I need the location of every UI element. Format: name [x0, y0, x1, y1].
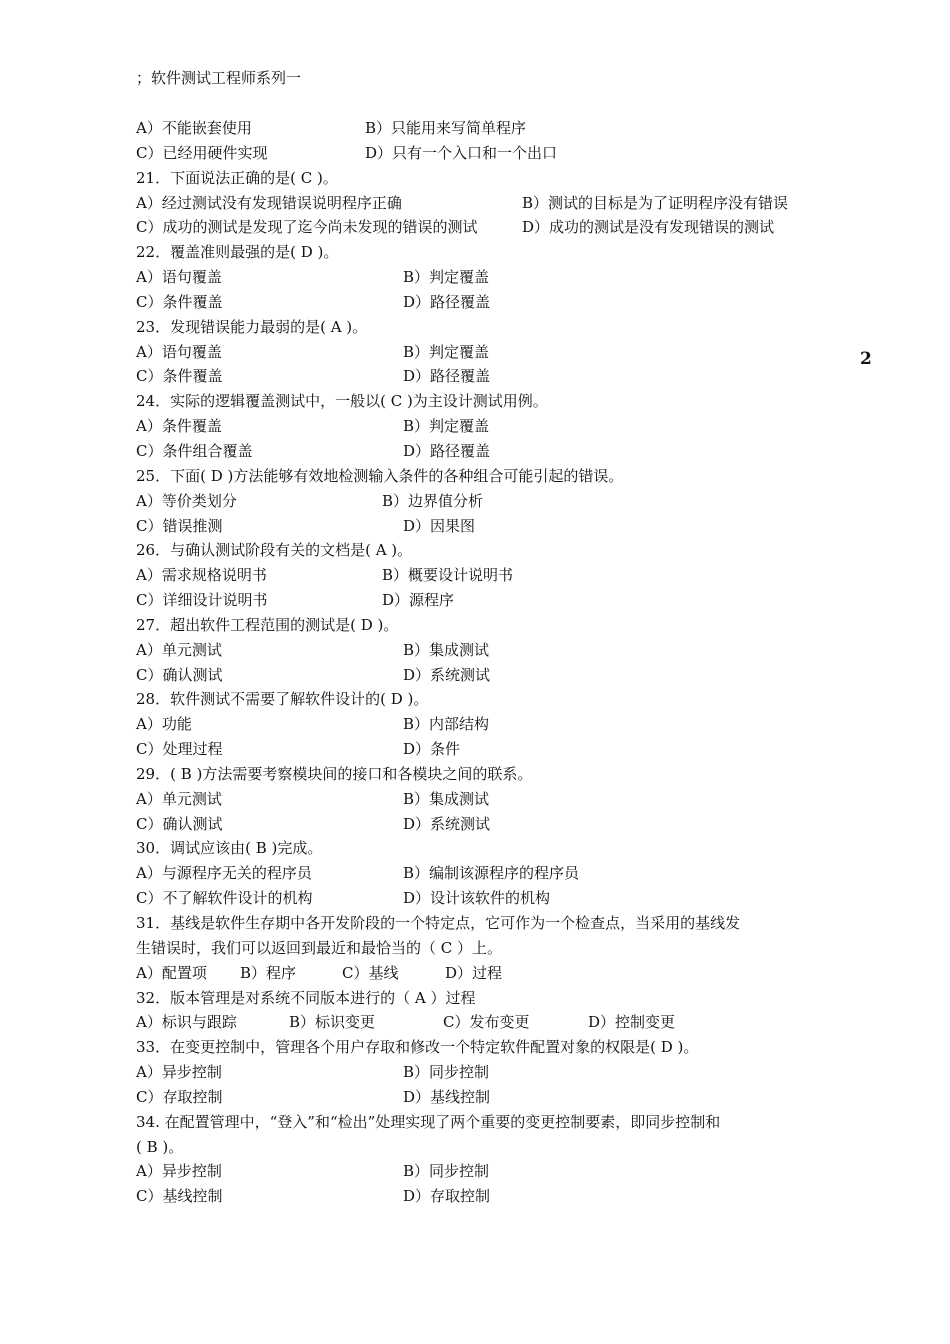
question-line — [136, 911, 826, 936]
option-row — [136, 489, 826, 514]
question-text: 31．基线是软件生存期中各开发阶段的一个特定点，它可作为一个检查点，当采用的基线发 — [136, 914, 741, 932]
option-row — [136, 861, 826, 886]
option-row — [136, 141, 826, 166]
question-text: 21．下面说法正确的是( C )。 — [136, 168, 338, 187]
question-text: 27．超出软件工程范围的测试是( D )。 — [136, 615, 399, 634]
option-text: D）过程 — [445, 963, 503, 982]
option-text: D）路径覆盖 — [403, 367, 491, 386]
page-header: ；软件测试工程师系列一 — [136, 69, 302, 87]
option-row — [136, 514, 826, 539]
question-line — [136, 687, 826, 712]
option-text: C）基线 — [342, 963, 399, 982]
question-text: 23．发现错误能力最弱的是( A )。 — [136, 317, 368, 336]
option-text: C）已经用硬件实现 — [136, 143, 268, 162]
option-text: C）成功的测试是发现了迄今尚未发现的错误的测试 — [136, 218, 478, 237]
option-text: B）判定覆盖 — [403, 342, 490, 361]
question-text: 生错误时，我们可以返回到最近和最恰当的（ C ）上。 — [136, 938, 503, 957]
option-text: A）异步控制 — [136, 1162, 222, 1181]
option-text: C）错误推测 — [136, 516, 223, 535]
question-text: 24．实际的逻辑覆盖测试中，一般以( C )为主设计测试用例。 — [136, 392, 548, 411]
option-text: B）判定覆盖 — [403, 268, 490, 287]
option-text: D）设计该软件的机构 — [403, 889, 551, 908]
option-row — [136, 812, 826, 837]
question-line — [136, 1135, 826, 1160]
option-row — [136, 638, 826, 663]
question-text: 26．与确认测试阶段有关的文档是( A )。 — [136, 541, 413, 560]
question-line — [136, 1110, 826, 1135]
option-text: D）条件 — [403, 740, 461, 759]
option-row — [136, 1159, 826, 1184]
option-text: A）等价类划分 — [136, 491, 237, 510]
option-text: B）内部结构 — [403, 715, 490, 734]
option-text: B）同步控制 — [403, 1063, 490, 1082]
option-text: C）处理过程 — [136, 740, 223, 759]
option-row — [136, 1085, 826, 1110]
question-line — [136, 166, 826, 191]
option-text: A）异步控制 — [136, 1063, 222, 1082]
option-text: D）因果图 — [403, 516, 476, 535]
option-text: C）条件覆盖 — [136, 367, 223, 386]
question-list — [136, 116, 826, 1209]
option-text: A）单元测试 — [136, 640, 222, 659]
question-text: ( B )。 — [136, 1137, 184, 1156]
option-row — [136, 439, 826, 464]
question-line — [136, 240, 826, 265]
option-text: C）确认测试 — [136, 665, 223, 684]
option-text: A）与源程序无关的程序员 — [136, 864, 312, 883]
option-text: C）不了解软件设计的机构 — [136, 889, 313, 908]
option-row — [136, 663, 826, 688]
option-text: B）程序 — [240, 963, 297, 982]
option-text: D）路径覆盖 — [403, 292, 491, 311]
question-text: 30．调试应该由( B )完成。 — [136, 839, 323, 858]
question-line — [136, 936, 826, 961]
option-text: A）不能嵌套使用 — [136, 119, 252, 137]
question-text: 33．在变更控制中，管理各个用户存取和修改一个特定软件配置对象的权限是( D )。 — [136, 1038, 699, 1057]
question-line — [136, 538, 826, 563]
option-text: A）语句覆盖 — [136, 268, 222, 287]
question-text: 29．( B )方法需要考察模块间的接口和各模块之间的联系。 — [136, 764, 533, 783]
option-text: B）集成测试 — [403, 789, 490, 808]
option-row — [136, 1184, 826, 1209]
option-row — [136, 563, 826, 588]
option-text: C）发布变更 — [443, 1013, 530, 1032]
question-line — [136, 762, 826, 787]
option-text: B）只能用来写简单程序 — [365, 119, 527, 137]
option-row — [136, 290, 826, 315]
option-text: D）路径覆盖 — [403, 441, 491, 460]
option-text: A）条件覆盖 — [136, 417, 222, 436]
option-row — [136, 414, 826, 439]
option-text: D）只有一个入口和一个出口 — [365, 143, 558, 162]
option-row — [136, 191, 826, 216]
option-text: A）功能 — [136, 715, 192, 734]
question-text: 22．覆盖准则最强的是( D )。 — [136, 243, 339, 262]
question-line — [136, 1035, 826, 1060]
option-text: A）配置项 — [136, 963, 207, 982]
option-row — [136, 712, 826, 737]
question-line — [136, 986, 826, 1011]
option-row — [136, 588, 826, 613]
question-text: 25．下面( D )方法能够有效地检测输入条件的各种组合可能引起的错误。 — [136, 466, 624, 485]
option-text: D）控制变更 — [588, 1013, 676, 1032]
question-line — [136, 464, 826, 489]
option-row — [136, 215, 826, 240]
option-text: B）编制该源程序的程序员 — [403, 864, 580, 883]
option-text: D）系统测试 — [403, 814, 491, 833]
option-row — [136, 1010, 826, 1035]
question-text: 28．软件测试不需要了解软件设计的( D )。 — [136, 690, 429, 709]
option-row — [136, 787, 826, 812]
option-row — [136, 737, 826, 762]
option-row — [136, 340, 826, 365]
question-line — [136, 389, 826, 414]
option-text: B）判定覆盖 — [403, 417, 490, 436]
option-text: D）源程序 — [382, 591, 455, 610]
option-text: C）存取控制 — [136, 1087, 223, 1106]
option-text: A）语句覆盖 — [136, 342, 222, 361]
option-row — [136, 886, 826, 911]
option-text: C）条件组合覆盖 — [136, 441, 253, 460]
option-text: A）经过测试没有发现错误说明程序正确 — [136, 193, 402, 212]
option-text: A）单元测试 — [136, 789, 222, 808]
option-text: D）成功的测试是没有发现错误的测试 — [522, 218, 775, 237]
option-row — [136, 961, 826, 986]
option-row — [136, 116, 826, 141]
question-line — [136, 315, 826, 340]
option-text: C）条件覆盖 — [136, 292, 223, 311]
option-row — [136, 1060, 826, 1085]
option-text: B）标识变更 — [289, 1013, 376, 1032]
option-text: C）确认测试 — [136, 814, 223, 833]
option-text: B）边界值分析 — [382, 491, 484, 510]
option-text: D）基线控制 — [403, 1087, 491, 1106]
option-text: A）需求规格说明书 — [136, 566, 267, 585]
option-text: B）集成测试 — [403, 640, 490, 659]
option-text: A）标识与跟踪 — [136, 1013, 237, 1032]
option-row — [136, 265, 826, 290]
option-text: B）概要设计说明书 — [382, 566, 514, 585]
option-text: B）同步控制 — [403, 1162, 490, 1181]
option-text: D）系统测试 — [403, 665, 491, 684]
option-text: B）测试的目标是为了证明程序没有错误 — [522, 193, 789, 212]
question-line — [136, 836, 826, 861]
option-text: C）基线控制 — [136, 1187, 223, 1206]
page-number: 2 — [860, 349, 872, 369]
question-line — [136, 613, 826, 638]
option-row — [136, 364, 826, 389]
option-text: D）存取控制 — [403, 1187, 491, 1206]
question-text: 34. 在配置管理中，“登入”和“检出”处理实现了两个重要的变更控制要素，即同步控制和 — [136, 1112, 721, 1131]
option-text: C）详细设计说明书 — [136, 591, 268, 610]
question-text: 32．版本管理是对系统不同版本进行的（ A ）过程 — [136, 988, 476, 1007]
